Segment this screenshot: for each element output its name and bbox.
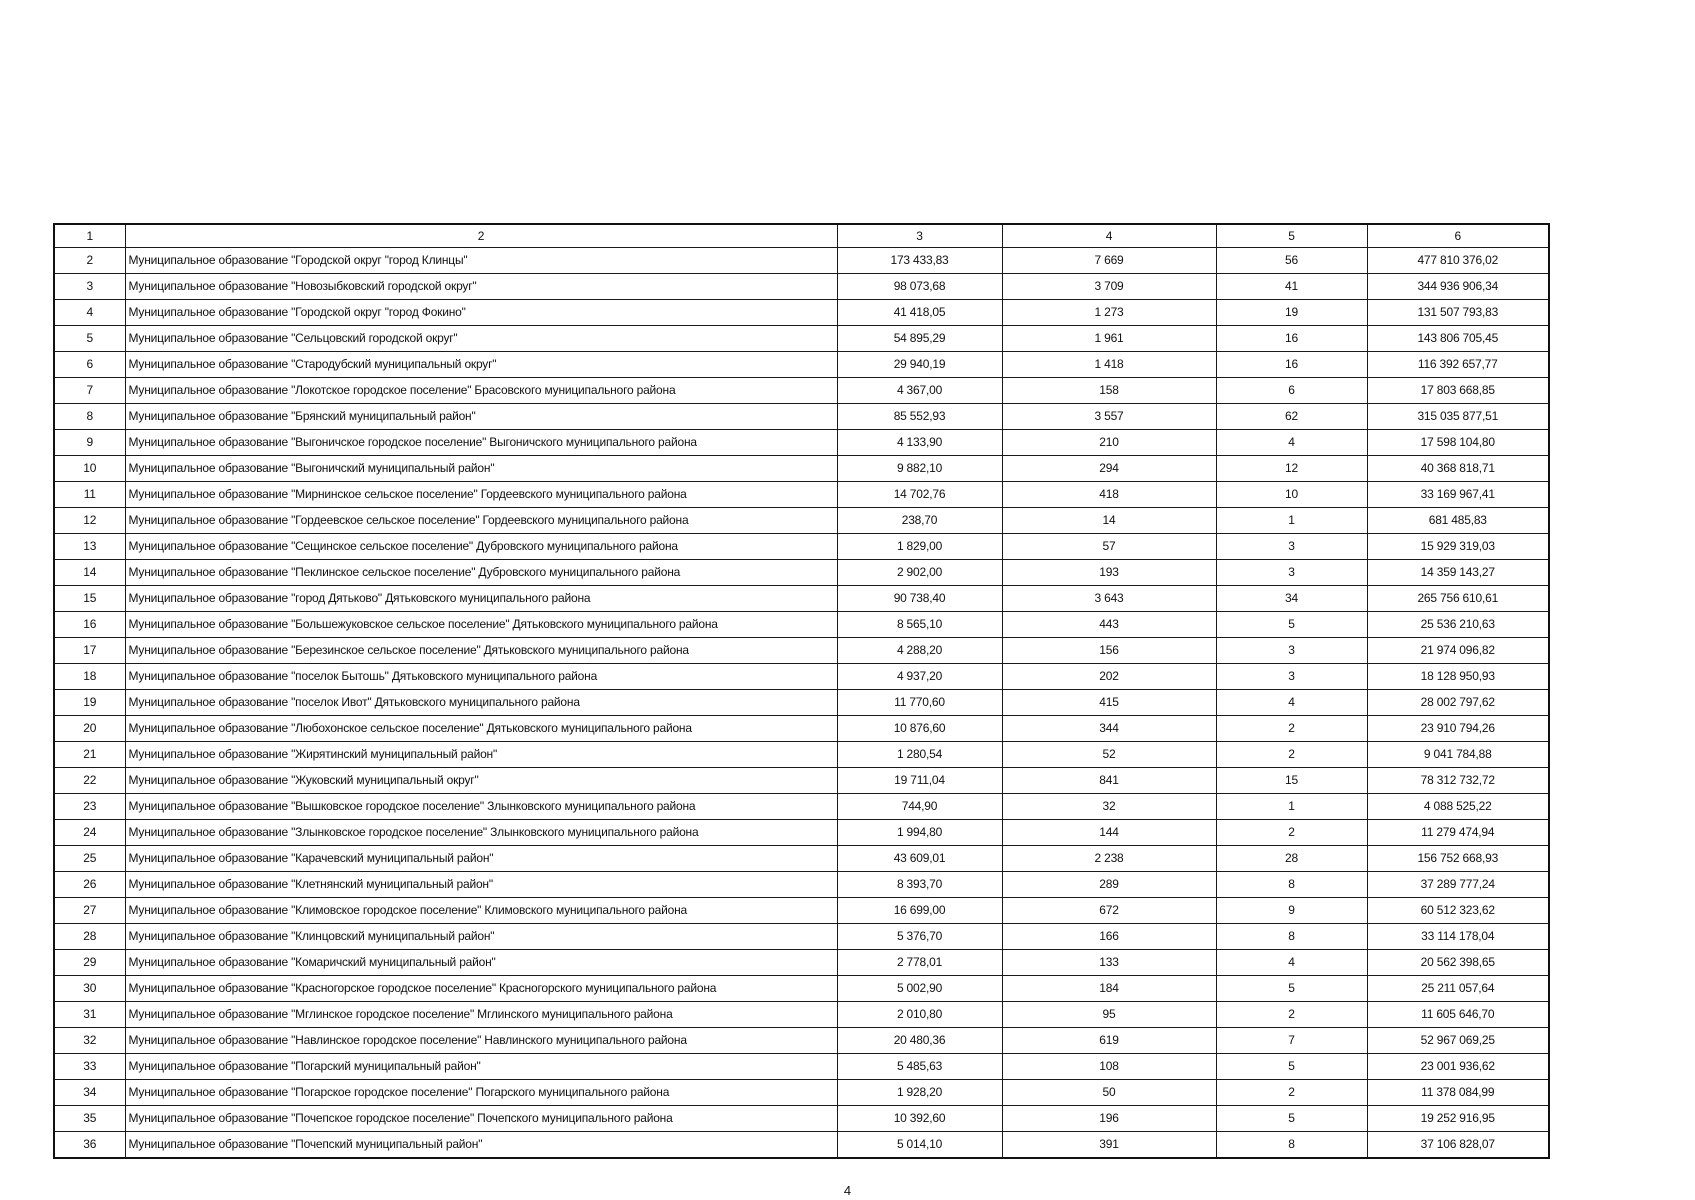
row-number-cell: 14 [54, 560, 125, 586]
table-row [54, 404, 1549, 430]
row-number-cell: 30 [54, 976, 125, 1002]
table-row [54, 742, 1549, 768]
row-number-cell: 27 [54, 898, 125, 924]
table-row [54, 1132, 1549, 1159]
houses-cell: 2 [1216, 742, 1367, 768]
houses-cell: 28 [1216, 846, 1367, 872]
residents-cell: 210 [1002, 430, 1216, 456]
row-number-cell: 18 [54, 664, 125, 690]
residents-cell: 3 643 [1002, 586, 1216, 612]
residents-cell: 108 [1002, 1054, 1216, 1080]
municipality-name-cell: Муниципальное образование "Городской округ "город Фокино" [125, 300, 837, 326]
row-number-cell: 4 [54, 300, 125, 326]
municipality-name-cell: Муниципальное образование "Карачевский муниципальный район" [125, 846, 837, 872]
houses-cell: 16 [1216, 352, 1367, 378]
municipality-name-cell: Муниципальное образование "Вышковское городское поселение" Злынковского муниципального района [125, 794, 837, 820]
residents-cell: 841 [1002, 768, 1216, 794]
residents-cell: 7 669 [1002, 248, 1216, 274]
row-number-cell: 7 [54, 378, 125, 404]
area-cell: 43 609,01 [837, 846, 1002, 872]
amount-cell: 156 752 668,93 [1367, 846, 1549, 872]
residents-cell: 672 [1002, 898, 1216, 924]
amount-cell: 33 169 967,41 [1367, 482, 1549, 508]
amount-cell: 37 289 777,24 [1367, 872, 1549, 898]
houses-cell: 5 [1216, 1106, 1367, 1132]
houses-cell: 8 [1216, 1132, 1367, 1159]
area-cell: 8 565,10 [837, 612, 1002, 638]
residents-cell: 294 [1002, 456, 1216, 482]
municipality-name-cell: Муниципальное образование "Городской округ "город Клинцы" [125, 248, 837, 274]
row-number-cell: 24 [54, 820, 125, 846]
municipality-name-cell: Муниципальное образование "Локотское городское поселение" Брасовского муниципального района [125, 378, 837, 404]
row-number-cell: 16 [54, 612, 125, 638]
houses-cell: 5 [1216, 976, 1367, 1002]
row-number-cell: 22 [54, 768, 125, 794]
residents-cell: 184 [1002, 976, 1216, 1002]
area-cell: 5 376,70 [837, 924, 1002, 950]
houses-cell: 1 [1216, 508, 1367, 534]
amount-cell: 4 088 525,22 [1367, 794, 1549, 820]
residents-cell: 619 [1002, 1028, 1216, 1054]
municipality-name-cell: Муниципальное образование "Навлинское городское поселение" Навлинского муниципального района [125, 1028, 837, 1054]
houses-cell: 3 [1216, 638, 1367, 664]
table-row [54, 820, 1549, 846]
residents-cell: 1 273 [1002, 300, 1216, 326]
residents-cell: 2 238 [1002, 846, 1216, 872]
header-cell-3: 3 [837, 224, 1002, 248]
area-cell: 41 418,05 [837, 300, 1002, 326]
row-number-cell: 15 [54, 586, 125, 612]
table-row [54, 248, 1549, 274]
municipal-data-table [53, 223, 1550, 1159]
municipality-name-cell: Муниципальное образование "Любохонское сельское поселение" Дятьковского муниципального района [125, 716, 837, 742]
row-number-cell: 10 [54, 456, 125, 482]
amount-cell: 315 035 877,51 [1367, 404, 1549, 430]
municipality-name-cell: Муниципальное образование "Березинское сельское поселение" Дятьковского муниципального района [125, 638, 837, 664]
table-row [54, 1106, 1549, 1132]
area-cell: 19 711,04 [837, 768, 1002, 794]
residents-cell: 166 [1002, 924, 1216, 950]
table-row [54, 430, 1549, 456]
row-number-cell: 26 [54, 872, 125, 898]
residents-cell: 133 [1002, 950, 1216, 976]
houses-cell: 8 [1216, 872, 1367, 898]
area-cell: 2 010,80 [837, 1002, 1002, 1028]
area-cell: 54 895,29 [837, 326, 1002, 352]
table-row [54, 274, 1549, 300]
residents-cell: 289 [1002, 872, 1216, 898]
residents-cell: 158 [1002, 378, 1216, 404]
area-cell: 85 552,93 [837, 404, 1002, 430]
row-number-cell: 6 [54, 352, 125, 378]
amount-cell: 52 967 069,25 [1367, 1028, 1549, 1054]
residents-cell: 144 [1002, 820, 1216, 846]
residents-cell: 3 709 [1002, 274, 1216, 300]
residents-cell: 1 418 [1002, 352, 1216, 378]
area-cell: 11 770,60 [837, 690, 1002, 716]
amount-cell: 477 810 376,02 [1367, 248, 1549, 274]
area-cell: 14 702,76 [837, 482, 1002, 508]
area-cell: 29 940,19 [837, 352, 1002, 378]
table-row [54, 898, 1549, 924]
houses-cell: 4 [1216, 690, 1367, 716]
houses-cell: 62 [1216, 404, 1367, 430]
area-cell: 98 073,68 [837, 274, 1002, 300]
municipality-name-cell: Муниципальное образование "город Дятьково" Дятьковского муниципального района [125, 586, 837, 612]
residents-cell: 57 [1002, 534, 1216, 560]
area-cell: 1 280,54 [837, 742, 1002, 768]
houses-cell: 10 [1216, 482, 1367, 508]
houses-cell: 2 [1216, 716, 1367, 742]
table-row [54, 482, 1549, 508]
area-cell: 10 876,60 [837, 716, 1002, 742]
table-row [54, 924, 1549, 950]
area-cell: 5 002,90 [837, 976, 1002, 1002]
amount-cell: 681 485,83 [1367, 508, 1549, 534]
residents-cell: 193 [1002, 560, 1216, 586]
row-number-cell: 3 [54, 274, 125, 300]
residents-cell: 196 [1002, 1106, 1216, 1132]
row-number-cell: 21 [54, 742, 125, 768]
municipality-name-cell: Муниципальное образование "Новозыбковский городской округ" [125, 274, 837, 300]
amount-cell: 28 002 797,62 [1367, 690, 1549, 716]
amount-cell: 17 803 668,85 [1367, 378, 1549, 404]
houses-cell: 5 [1216, 612, 1367, 638]
area-cell: 2 778,01 [837, 950, 1002, 976]
row-number-cell: 2 [54, 248, 125, 274]
table-row [54, 976, 1549, 1002]
table-row [54, 534, 1549, 560]
area-cell: 4 367,00 [837, 378, 1002, 404]
area-cell: 238,70 [837, 508, 1002, 534]
residents-cell: 32 [1002, 794, 1216, 820]
residents-cell: 50 [1002, 1080, 1216, 1106]
row-number-cell: 33 [54, 1054, 125, 1080]
area-cell: 744,90 [837, 794, 1002, 820]
table-row [54, 1028, 1549, 1054]
municipality-name-cell: Муниципальное образование "поселок Ивот" Дятьковского муниципального района [125, 690, 837, 716]
area-cell: 4 288,20 [837, 638, 1002, 664]
row-number-cell: 8 [54, 404, 125, 430]
row-number-cell: 5 [54, 326, 125, 352]
amount-cell: 116 392 657,77 [1367, 352, 1549, 378]
municipality-name-cell: Муниципальное образование "Мглинское городское поселение" Мглинского муниципального района [125, 1002, 837, 1028]
municipality-name-cell: Муниципальное образование "Пеклинское сельское поселение" Дубровского муниципального района [125, 560, 837, 586]
municipality-name-cell: Муниципальное образование "Сещинское сельское поселение" Дубровского муниципального района [125, 534, 837, 560]
header-cell-5: 5 [1216, 224, 1367, 248]
table-row [54, 716, 1549, 742]
houses-cell: 3 [1216, 560, 1367, 586]
area-cell: 1 994,80 [837, 820, 1002, 846]
amount-cell: 11 378 084,99 [1367, 1080, 1549, 1106]
municipality-name-cell: Муниципальное образование "Выгоничское городское поселение" Выгоничского муниципального района [125, 430, 837, 456]
header-cell-1: 1 [54, 224, 125, 248]
houses-cell: 3 [1216, 534, 1367, 560]
table-row [54, 664, 1549, 690]
amount-cell: 131 507 793,83 [1367, 300, 1549, 326]
municipality-name-cell: Муниципальное образование "Большежуковское сельское поселение" Дятьковского муниципального района [125, 612, 837, 638]
residents-cell: 1 961 [1002, 326, 1216, 352]
amount-cell: 25 536 210,63 [1367, 612, 1549, 638]
houses-cell: 16 [1216, 326, 1367, 352]
row-number-cell: 28 [54, 924, 125, 950]
residents-cell: 391 [1002, 1132, 1216, 1159]
row-number-cell: 23 [54, 794, 125, 820]
amount-cell: 21 974 096,82 [1367, 638, 1549, 664]
houses-cell: 9 [1216, 898, 1367, 924]
table-header-row [54, 224, 1549, 248]
amount-cell: 78 312 732,72 [1367, 768, 1549, 794]
houses-cell: 4 [1216, 950, 1367, 976]
houses-cell: 7 [1216, 1028, 1367, 1054]
area-cell: 5 014,10 [837, 1132, 1002, 1159]
table-row [54, 326, 1549, 352]
houses-cell: 2 [1216, 820, 1367, 846]
municipality-name-cell: Муниципальное образование "Гордеевское сельское поселение" Гордеевского муниципального района [125, 508, 837, 534]
header-cell-6: 6 [1367, 224, 1549, 248]
houses-cell: 41 [1216, 274, 1367, 300]
residents-cell: 156 [1002, 638, 1216, 664]
amount-cell: 9 041 784,88 [1367, 742, 1549, 768]
amount-cell: 40 368 818,71 [1367, 456, 1549, 482]
municipality-name-cell: Муниципальное образование "Жирятинский муниципальный район" [125, 742, 837, 768]
row-number-cell: 36 [54, 1132, 125, 1159]
area-cell: 16 699,00 [837, 898, 1002, 924]
amount-cell: 23 001 936,62 [1367, 1054, 1549, 1080]
table-row [54, 794, 1549, 820]
area-cell: 20 480,36 [837, 1028, 1002, 1054]
area-cell: 2 902,00 [837, 560, 1002, 586]
residents-cell: 415 [1002, 690, 1216, 716]
residents-cell: 3 557 [1002, 404, 1216, 430]
houses-cell: 1 [1216, 794, 1367, 820]
area-cell: 4 133,90 [837, 430, 1002, 456]
houses-cell: 4 [1216, 430, 1367, 456]
row-number-cell: 17 [54, 638, 125, 664]
area-cell: 90 738,40 [837, 586, 1002, 612]
residents-cell: 418 [1002, 482, 1216, 508]
residents-cell: 95 [1002, 1002, 1216, 1028]
amount-cell: 23 910 794,26 [1367, 716, 1549, 742]
amount-cell: 11 605 646,70 [1367, 1002, 1549, 1028]
table-row [54, 638, 1549, 664]
row-number-cell: 29 [54, 950, 125, 976]
table-row [54, 586, 1549, 612]
table-row [54, 378, 1549, 404]
municipality-name-cell: Муниципальное образование "Почепское городское поселение" Почепского муниципального района [125, 1106, 837, 1132]
amount-cell: 14 359 143,27 [1367, 560, 1549, 586]
row-number-cell: 20 [54, 716, 125, 742]
row-number-cell: 19 [54, 690, 125, 716]
amount-cell: 20 562 398,65 [1367, 950, 1549, 976]
residents-cell: 202 [1002, 664, 1216, 690]
municipality-name-cell: Муниципальное образование "Мирнинское сельское поселение" Гордеевского муниципального района [125, 482, 837, 508]
row-number-cell: 25 [54, 846, 125, 872]
residents-cell: 344 [1002, 716, 1216, 742]
houses-cell: 34 [1216, 586, 1367, 612]
houses-cell: 12 [1216, 456, 1367, 482]
houses-cell: 5 [1216, 1054, 1367, 1080]
table-row [54, 456, 1549, 482]
houses-cell: 19 [1216, 300, 1367, 326]
residents-cell: 52 [1002, 742, 1216, 768]
page-number: 4 [843, 1183, 852, 1198]
header-cell-2: 2 [125, 224, 837, 248]
municipality-name-cell: Муниципальное образование "поселок Бытошь" Дятьковского муниципального района [125, 664, 837, 690]
municipality-name-cell: Муниципальное образование "Брянский муниципальный район" [125, 404, 837, 430]
houses-cell: 15 [1216, 768, 1367, 794]
municipality-name-cell: Муниципальное образование "Злынковское городское поселение" Злынковского муниципального района [125, 820, 837, 846]
area-cell: 5 485,63 [837, 1054, 1002, 1080]
table-row [54, 950, 1549, 976]
residents-cell: 14 [1002, 508, 1216, 534]
amount-cell: 143 806 705,45 [1367, 326, 1549, 352]
table-row [54, 690, 1549, 716]
municipality-name-cell: Муниципальное образование "Климовское городское поселение" Климовского муниципального района [125, 898, 837, 924]
municipality-name-cell: Муниципальное образование "Выгоничский муниципальный район" [125, 456, 837, 482]
houses-cell: 2 [1216, 1080, 1367, 1106]
table-row [54, 1054, 1549, 1080]
table-row [54, 612, 1549, 638]
table-row [54, 1080, 1549, 1106]
municipality-name-cell: Муниципальное образование "Комаричский муниципальный район" [125, 950, 837, 976]
area-cell: 1 829,00 [837, 534, 1002, 560]
municipality-name-cell: Муниципальное образование "Почепский муниципальный район" [125, 1132, 837, 1159]
table-row [54, 1002, 1549, 1028]
area-cell: 173 433,83 [837, 248, 1002, 274]
row-number-cell: 32 [54, 1028, 125, 1054]
municipality-name-cell: Муниципальное образование "Клинцовский муниципальный район" [125, 924, 837, 950]
residents-cell: 443 [1002, 612, 1216, 638]
municipality-name-cell: Муниципальное образование "Погарское городское поселение" Погарского муниципального района [125, 1080, 837, 1106]
table-row [54, 560, 1549, 586]
row-number-cell: 12 [54, 508, 125, 534]
municipality-name-cell: Муниципальное образование "Клетнянский муниципальный район" [125, 872, 837, 898]
row-number-cell: 13 [54, 534, 125, 560]
amount-cell: 60 512 323,62 [1367, 898, 1549, 924]
houses-cell: 8 [1216, 924, 1367, 950]
table-row [54, 768, 1549, 794]
area-cell: 9 882,10 [837, 456, 1002, 482]
area-cell: 4 937,20 [837, 664, 1002, 690]
municipality-name-cell: Муниципальное образование "Жуковский муниципальный округ" [125, 768, 837, 794]
amount-cell: 37 106 828,07 [1367, 1132, 1549, 1159]
municipality-name-cell: Муниципальное образование "Стародубский муниципальный округ" [125, 352, 837, 378]
amount-cell: 15 929 319,03 [1367, 534, 1549, 560]
amount-cell: 25 211 057,64 [1367, 976, 1549, 1002]
area-cell: 10 392,60 [837, 1106, 1002, 1132]
table-row [54, 872, 1549, 898]
area-cell: 1 928,20 [837, 1080, 1002, 1106]
table-row [54, 300, 1549, 326]
row-number-cell: 34 [54, 1080, 125, 1106]
houses-cell: 2 [1216, 1002, 1367, 1028]
amount-cell: 11 279 474,94 [1367, 820, 1549, 846]
row-number-cell: 35 [54, 1106, 125, 1132]
table-row [54, 508, 1549, 534]
row-number-cell: 31 [54, 1002, 125, 1028]
table-row [54, 352, 1549, 378]
municipality-name-cell: Муниципальное образование "Сельцовский городской округ" [125, 326, 837, 352]
amount-cell: 17 598 104,80 [1367, 430, 1549, 456]
amount-cell: 33 114 178,04 [1367, 924, 1549, 950]
houses-cell: 6 [1216, 378, 1367, 404]
municipality-name-cell: Муниципальное образование "Погарский муниципальный район" [125, 1054, 837, 1080]
area-cell: 8 393,70 [837, 872, 1002, 898]
table-row [54, 846, 1549, 872]
row-number-cell: 9 [54, 430, 125, 456]
houses-cell: 3 [1216, 664, 1367, 690]
amount-cell: 265 756 610,61 [1367, 586, 1549, 612]
table-body [54, 224, 1549, 1158]
municipality-name-cell: Муниципальное образование "Красногорское городское поселение" Красногорского муниципального района [125, 976, 837, 1002]
houses-cell: 56 [1216, 248, 1367, 274]
amount-cell: 18 128 950,93 [1367, 664, 1549, 690]
amount-cell: 344 936 906,34 [1367, 274, 1549, 300]
header-cell-4: 4 [1002, 224, 1216, 248]
amount-cell: 19 252 916,95 [1367, 1106, 1549, 1132]
row-number-cell: 11 [54, 482, 125, 508]
